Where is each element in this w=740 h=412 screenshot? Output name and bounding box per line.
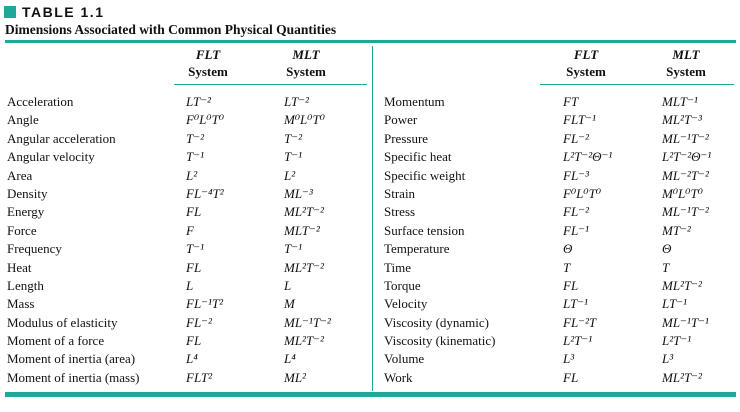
left-mlt-cell: MLT⁻² [284, 222, 320, 238]
right-flt-header-subtitle: System [566, 64, 606, 79]
right-quantity-cell: Temperature [384, 241, 450, 257]
table-label: TABLE 1.1 [22, 4, 105, 20]
left-mlt-cell: ML² [284, 369, 306, 385]
right-mlt-cell: ML⁻¹T⁻¹ [662, 314, 709, 330]
right-mlt-cell: M⁰L⁰T⁰ [662, 185, 703, 201]
right-flt-cell: L²T⁻¹ [563, 333, 593, 349]
right-quantity-cell: Viscosity (kinematic) [384, 333, 496, 349]
right-quantity-cell: Stress [384, 204, 416, 220]
left-mlt-cell: L² [284, 167, 296, 183]
left-mlt-cell: L [284, 277, 292, 293]
left-flt-cell: L⁴ [186, 351, 198, 367]
left-flt-cell: FL [186, 204, 202, 220]
right-flt-cell: T [563, 259, 571, 275]
left-flt-header [168, 46, 248, 80]
left-flt-cell: L² [186, 167, 198, 183]
right-mlt-cell: LT⁻¹ [662, 296, 687, 312]
left-quantity-cell: Heat [7, 259, 32, 275]
left-mlt-header [266, 46, 346, 80]
left-flt-cell: FLT² [186, 369, 213, 385]
right-quantity-cell: Power [384, 112, 418, 128]
right-mlt-header-subtitle: System [666, 64, 706, 79]
right-flt-header-title: FLT [573, 47, 599, 62]
right-mlt-header-title: MLT [672, 47, 700, 62]
right-header-rule [540, 84, 734, 85]
right-flt-cell: FL⁻³ [563, 167, 589, 183]
table-caption: Dimensions Associated with Common Physical Quantities [5, 22, 337, 37]
right-mlt-cell: L²T⁻¹ [662, 333, 692, 349]
left-mlt-header-subtitle: System [286, 64, 326, 79]
right-quantity-cell: Strain [384, 185, 416, 201]
left-flt-cell: T⁻¹ [186, 241, 204, 257]
left-quantity-cell: Moment of a force [7, 333, 105, 349]
right-flt-cell: L³ [563, 351, 575, 367]
left-quantity-cell: Angle [7, 112, 39, 128]
right-mlt-column [662, 93, 740, 387]
right-mlt-cell: T [662, 259, 670, 275]
left-flt-cell: FL⁻² [186, 314, 212, 330]
left-quantity-cell: Moment of inertia (area) [7, 351, 136, 367]
right-flt-column [563, 93, 643, 387]
right-flt-cell: FL⁻²T [563, 314, 597, 330]
right-flt-cell: FL [563, 277, 579, 293]
right-flt-cell: FT [563, 94, 579, 109]
left-mlt-cell: ML²T⁻² [284, 259, 324, 275]
left-flt-cell: L [186, 277, 194, 293]
right-quantity-cell: Velocity [384, 296, 428, 312]
right-mlt-cell: ML⁻¹T⁻² [662, 204, 709, 220]
left-mlt-cell: M [284, 296, 295, 312]
left-mlt-cell: LT⁻² [284, 94, 309, 109]
bottom-rule [5, 392, 736, 397]
teal-square-icon [4, 6, 16, 18]
left-mlt-cell: L⁴ [284, 351, 296, 367]
right-mlt-cell: L²T⁻²Θ⁻¹ [662, 149, 712, 165]
right-flt-cell: FLT⁻¹ [563, 112, 596, 128]
right-flt-cell: F⁰L⁰T⁰ [563, 185, 602, 201]
left-flt-cell: LT⁻² [186, 94, 211, 109]
left-mlt-header-title: MLT [292, 47, 320, 62]
left-quantity-cell: Mass [7, 296, 35, 312]
left-flt-cell: FL [186, 259, 202, 275]
right-flt-cell: LT⁻¹ [563, 296, 588, 312]
left-quantity-cell: Acceleration [7, 94, 74, 109]
left-flt-cell: F⁰L⁰T⁰ [186, 112, 225, 128]
left-quantity-cell: Angular velocity [7, 149, 95, 165]
left-mlt-cell: T⁻² [284, 130, 302, 146]
left-mlt-cell: T⁻¹ [284, 241, 302, 257]
top-rule [5, 40, 736, 43]
left-flt-column [186, 93, 266, 387]
left-mlt-cell: ML⁻¹T⁻² [284, 314, 331, 330]
right-quantity-cell: Torque [384, 277, 421, 293]
right-quantity-cell: Work [384, 369, 413, 385]
right-quantity-column [384, 93, 544, 387]
center-divider [372, 46, 373, 391]
left-header-rule [174, 84, 367, 85]
right-quantity-cell: Viscosity (dynamic) [384, 314, 490, 330]
right-flt-cell: FL⁻¹ [563, 222, 589, 238]
left-mlt-cell: ML²T⁻² [284, 333, 324, 349]
left-flt-cell: T⁻¹ [186, 149, 204, 165]
left-flt-header-title: FLT [195, 47, 221, 62]
right-quantity-cell: Volume [384, 351, 425, 367]
right-mlt-cell: ML⁻¹T⁻² [662, 130, 709, 146]
left-mlt-cell: T⁻¹ [284, 149, 302, 165]
left-mlt-cell: ML⁻³ [284, 185, 313, 201]
right-quantity-cell: Surface tension [384, 222, 465, 238]
left-flt-cell: FL⁻¹T² [186, 296, 224, 312]
left-quantity-column [7, 93, 172, 387]
left-quantity-cell: Energy [7, 204, 45, 220]
right-quantity-cell: Time [384, 259, 411, 275]
left-flt-cell: T⁻² [186, 130, 204, 146]
left-quantity-cell: Frequency [7, 241, 62, 257]
right-flt-cell: FL⁻² [563, 204, 589, 220]
left-quantity-cell: Angular acceleration [7, 130, 116, 146]
right-quantity-cell: Momentum [384, 94, 445, 109]
right-mlt-header [646, 46, 726, 80]
left-mlt-column [284, 93, 364, 387]
right-flt-cell: FL⁻² [563, 130, 589, 146]
right-flt-cell: L²T⁻²Θ⁻¹ [563, 149, 613, 165]
left-flt-cell: F [186, 222, 194, 238]
right-flt-header [546, 46, 626, 80]
left-quantity-cell: Area [7, 167, 33, 183]
left-flt-cell: FL [186, 333, 202, 349]
right-quantity-cell: Specific heat [384, 149, 452, 165]
left-quantity-cell: Length [7, 277, 44, 293]
right-mlt-cell: L³ [662, 351, 674, 367]
right-mlt-cell: MT⁻² [662, 222, 691, 238]
right-flt-cell: Θ [563, 241, 573, 257]
left-flt-cell: FL⁻⁴T² [186, 185, 224, 201]
right-mlt-cell: ML²T⁻³ [662, 112, 702, 128]
left-quantity-cell: Force [7, 222, 37, 238]
right-mlt-cell: ML²T⁻² [662, 277, 702, 293]
right-flt-cell: FL [563, 369, 579, 385]
left-mlt-cell: ML²T⁻² [284, 204, 324, 220]
right-mlt-cell: Θ [662, 241, 672, 257]
right-mlt-cell: ML⁻²T⁻² [662, 167, 709, 183]
left-quantity-cell: Moment of inertia (mass) [7, 369, 140, 385]
right-quantity-cell: Specific weight [384, 167, 466, 183]
left-quantity-cell: Density [7, 185, 48, 201]
right-mlt-cell: ML²T⁻² [662, 369, 702, 385]
right-quantity-cell: Pressure [384, 130, 429, 146]
table-heading [4, 3, 104, 21]
left-quantity-cell: Modulus of elasticity [7, 314, 118, 330]
right-mlt-cell: MLT⁻¹ [662, 94, 698, 109]
left-flt-header-subtitle: System [188, 64, 228, 79]
left-mlt-cell: M⁰L⁰T⁰ [284, 112, 325, 128]
